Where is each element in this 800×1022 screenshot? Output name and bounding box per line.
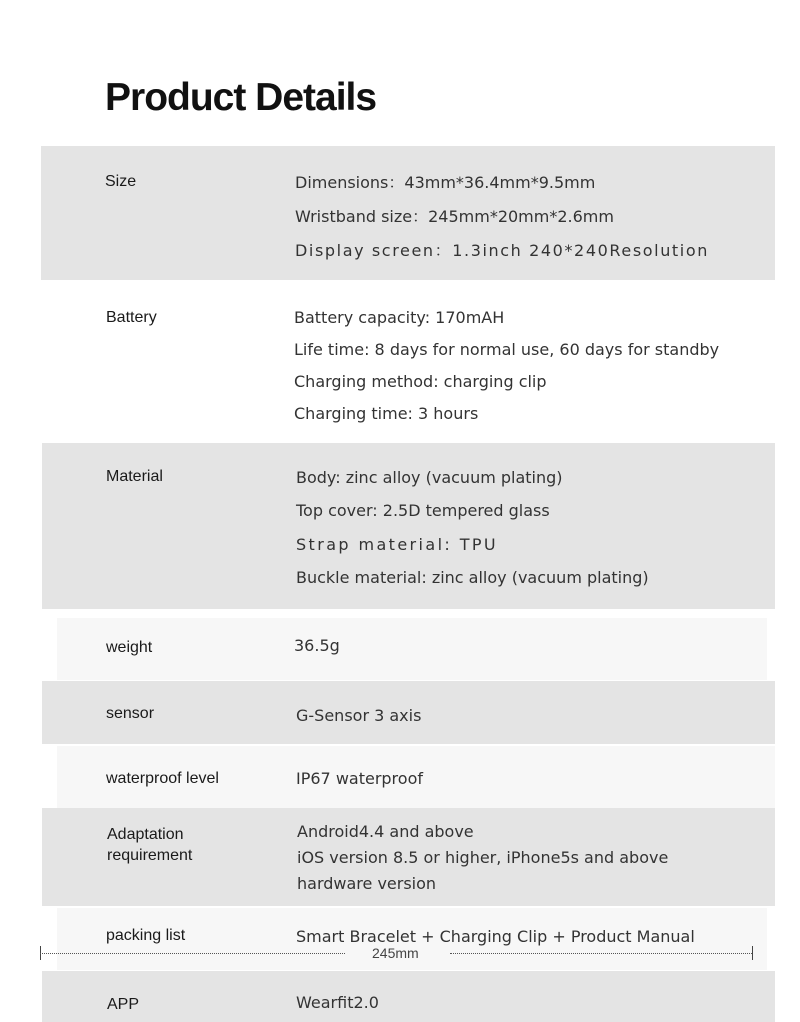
- spec-label: APP: [107, 996, 140, 1013]
- spec-row-battery: [41, 280, 775, 443]
- spec-value-line: Dimensions：43mm*36.4mm*9.5mm: [295, 173, 596, 192]
- spec-label: weight: [106, 639, 153, 656]
- spec-value-line: Wristband size：245mm*20mm*2.6mm: [295, 207, 614, 226]
- spec-label: waterproof level: [106, 770, 219, 787]
- dimension-tick-right: [752, 946, 753, 960]
- spec-label: Material: [106, 468, 163, 485]
- spec-label-line: Adaptation: [107, 826, 184, 843]
- spec-label: packing list: [106, 927, 186, 944]
- spec-row-adaptation-requirement: [42, 808, 775, 906]
- spec-row-weight: [57, 618, 767, 680]
- spec-value-line: Strap material: TPU: [296, 535, 499, 554]
- spec-value-line: hardware version: [297, 874, 437, 893]
- spec-value-line: iOS version 8.5 or higher, iPhone5s and above: [297, 848, 669, 867]
- spec-value-line: Battery capacity: 170mAH: [294, 308, 505, 327]
- spec-label-line: requirement: [107, 847, 193, 864]
- spec-row-sensor: [42, 681, 775, 744]
- spec-row-material: [42, 443, 775, 609]
- dimension-line-right: [450, 953, 752, 954]
- spec-value-line: Charging method: charging clip: [294, 372, 547, 391]
- spec-value-line: IP67 waterproof: [296, 769, 423, 788]
- dimension-label: 245mm: [372, 945, 419, 961]
- spec-label: [107, 824, 192, 866]
- spec-row-app: [42, 971, 775, 1022]
- wristband-length-marker: [38, 946, 754, 962]
- spec-value-line: G-Sensor 3 axis: [296, 706, 422, 725]
- spec-value-line: Body: zinc alloy (vacuum plating): [296, 468, 563, 487]
- spec-row-waterproof-level: [57, 746, 775, 808]
- dimension-line-left: [40, 953, 345, 954]
- spec-label: sensor: [106, 705, 155, 722]
- spec-value-line: Wearfit2.0: [296, 993, 379, 1012]
- spec-value-line: Charging time: 3 hours: [294, 404, 479, 423]
- spec-value-line: Display screen：1.3inch 240*240Resolution: [295, 241, 709, 260]
- spec-value-line: 36.5g: [294, 636, 340, 655]
- page-title: Product Details: [105, 76, 377, 119]
- spec-value-line: Life time: 8 days for normal use, 60 days for standby: [294, 340, 720, 359]
- spec-label: Battery: [106, 309, 157, 326]
- spec-value-line: Buckle material: zinc alloy (vacuum plating): [296, 568, 649, 587]
- spec-label: Size: [105, 173, 137, 190]
- spec-value-line: Top cover: 2.5D tempered glass: [296, 501, 550, 520]
- spec-value-line: Smart Bracelet + Charging Clip + Product Manual: [296, 927, 695, 946]
- spec-row-size: [41, 146, 775, 280]
- spec-value-line: Android4.4 and above: [297, 822, 474, 841]
